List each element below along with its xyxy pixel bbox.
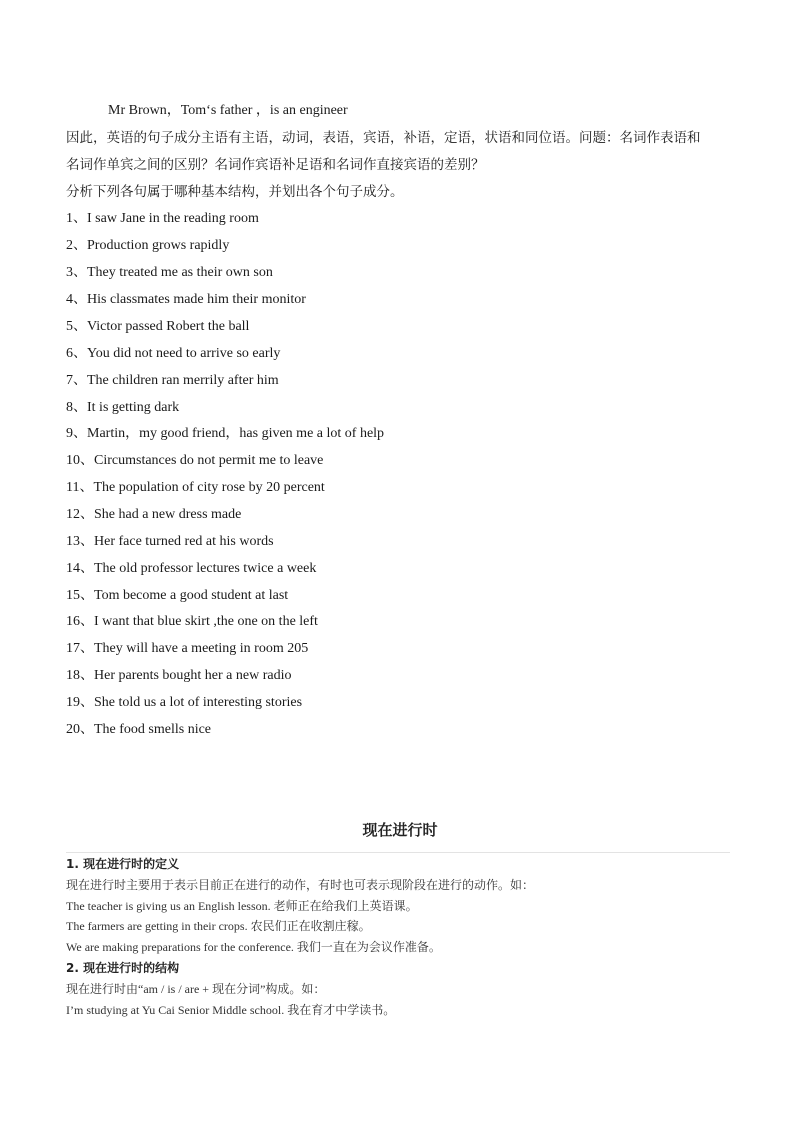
exercise-item: 18、Her parents bought her a new radio xyxy=(66,668,292,683)
intro-paragraph-line-1: 因此，英语的句子成分主语有主语，动词，表语，宾语，补语，定语，状语和同位语。问题：名词作表语和 xyxy=(66,130,701,146)
exercise-item: 15、Tom become a good student at last xyxy=(66,588,289,603)
exercise-item: 11、The population of city rose by 20 percent xyxy=(66,480,325,495)
section-heading-structure: 2. 现在进行时的结构 xyxy=(66,961,180,975)
structure-text: 现在进行时由“am / is / are + 现在分词”构成。如： xyxy=(66,982,326,996)
exercise-item: 14、The old professor lectures twice a week xyxy=(66,561,317,576)
example-sentence: The teacher is giving us an English lesson. 老师正在给我们上英语课。 xyxy=(66,899,418,913)
intro-paragraph-line-2: 名词作单宾之间的区别？名词作宾语补足语和名词作直接宾语的差别？ xyxy=(66,157,485,173)
exercise-instruction: 分析下列各句属于哪种基本结构，并划出各个句子成分。 xyxy=(66,184,404,200)
section-title: 现在进行时 xyxy=(362,821,438,839)
section-divider xyxy=(66,852,730,853)
exercise-item: 12、She had a new dress made xyxy=(66,507,242,522)
intro-example: Mr Brown，Tom‘s father ，is an engineer xyxy=(108,103,348,118)
section-heading-definition: 1. 现在进行时的定义 xyxy=(66,857,180,871)
exercise-item: 9、Martin，my good friend，has given me a lot of help xyxy=(66,426,385,441)
exercise-item: 3、They treated me as their own son xyxy=(66,265,273,280)
exercise-item: 19、She told us a lot of interesting stories xyxy=(66,695,303,710)
example-sentence: The farmers are getting in their crops. 农民们正在收割庄稼。 xyxy=(66,919,371,933)
exercise-item: 4、His classmates made him their monitor xyxy=(66,292,306,307)
exercise-item: 5、Victor passed Robert the ball xyxy=(66,319,250,334)
example-sentence: We are making preparations for the conference. 我们一直在为会议作准备。 xyxy=(66,940,441,954)
exercise-item: 1、I saw Jane in the reading room xyxy=(66,211,259,226)
exercise-item: 8、It is getting dark xyxy=(66,400,180,415)
example-sentence: I’m studying at Yu Cai Senior Middle school. 我在育才中学读书。 xyxy=(66,1003,396,1017)
exercise-item: 10、Circumstances do not permit me to leave xyxy=(66,453,324,468)
exercise-item: 20、The food smells nice xyxy=(66,722,212,737)
exercise-item: 17、They will have a meeting in room 205 xyxy=(66,641,309,656)
exercise-item: 16、I want that blue skirt ,the one on the left xyxy=(66,614,318,629)
exercise-item: 2、Production grows rapidly xyxy=(66,238,230,253)
exercise-item: 7、The children ran merrily after him xyxy=(66,373,279,388)
definition-text: 现在进行时主要用于表示目前正在进行的动作，有时也可表示现阶段在进行的动作。如： xyxy=(66,878,535,892)
exercise-item: 13、Her face turned red at his words xyxy=(66,534,274,549)
exercise-item: 6、You did not need to arrive so early xyxy=(66,346,281,361)
